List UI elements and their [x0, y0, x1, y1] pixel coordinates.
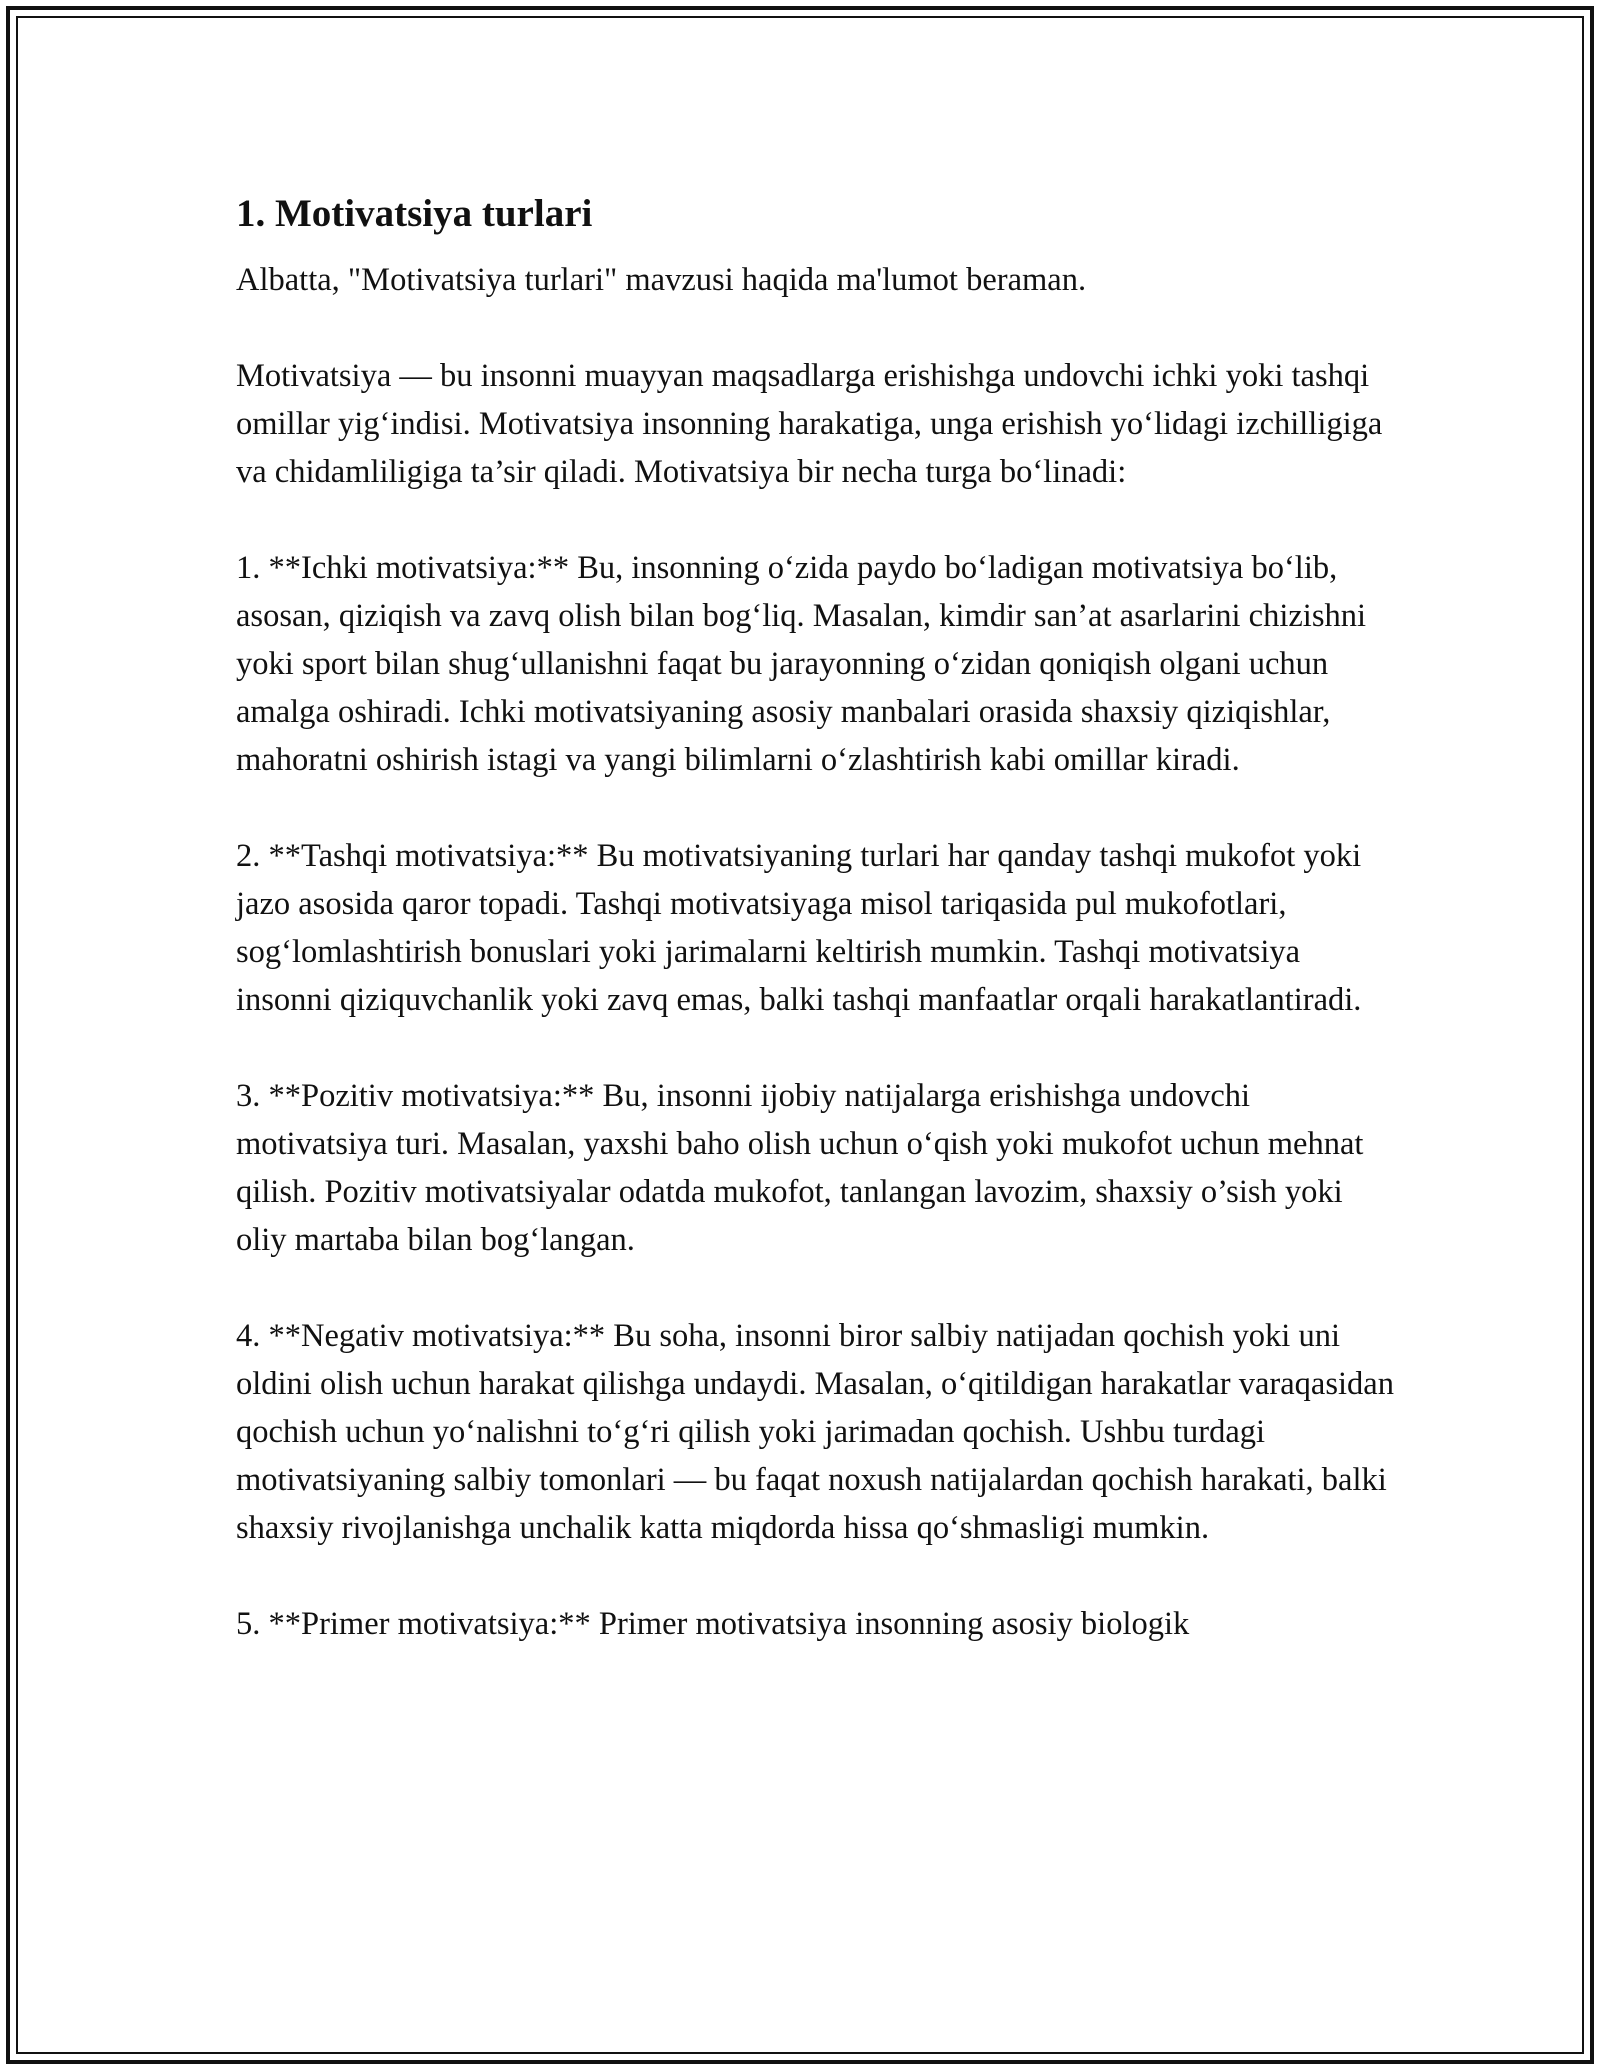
paragraph-intrinsic-motivation: 1. **Ichki motivatsiya:** Bu, insonning o‘zida paydo bo‘ladigan motivatsiya bo‘lib, asosan, qiziqish va zavq olish bilan bog‘liq. Masalan, kimdir san’at asarlarini chizishni yoki sport bilan shug‘ullanishni faqat bu jarayonning o‘zidan qoniqish olgani uchun amalga oshiradi. Ichki motivatsiyaning asosiy manbalari orasida shaxsiy qiziqishlar, mahoratni oshirish istagi va yangi bilimlarni o‘zlashtirish kabi omillar kiradi.: [236, 550, 1367, 778]
paragraph-negative-motivation: 4. **Negativ motivatsiya:** Bu soha, insonni biror salbiy natijadan qochish yoki uni oldini olish uchun harakat qilishga undaydi. Masalan, o‘qitildigan harakatlar varaqasidan qochish uchun yo‘nalishni to‘g‘ri qilish yoki jarimadan qochish. Ushbu turdagi motivatsiyaning salbiy tomonlari — bu faqat noxush natijalardan qochish harakati, balki shaxsiy rivojlanishga unchalik katta miqdorda hissa qo‘shmasligi mumkin.: [236, 1318, 1394, 1546]
paragraph-primary-motivation: 5. **Primer motivatsiya:** Primer motivatsiya insonning asosiy biologik: [236, 1606, 1190, 1642]
document-title: 1. Motivatsiya turlari: [236, 192, 593, 235]
intro-paragraph: Albatta, "Motivatsiya turlari" mavzusi haqida ma'lumot beraman.: [236, 262, 1087, 298]
paragraph-positive-motivation: 3. **Pozitiv motivatsiya:** Bu, insonni ijobiy natijalarga erishishga undovchi motivatsiya turi. Masalan, yaxshi baho olish uchun o‘qish yoki mukofot uchun mehnat qilish. Pozitiv motivatsiyalar odatda mukofot, tanlangan lavozim, shaxsiy o’sish yoki oliy martaba bilan bog‘langan.: [236, 1078, 1364, 1258]
paragraph-definition: Motivatsiya — bu insonni muayyan maqsadlarga erishishga undovchi ichki yoki tashqi omillar yig‘indisi. Motivatsiya insonning harakatiga, unga erishish yo‘lidagi izchilligiga va chidamliligiga ta’sir qiladi. Motivatsiya bir necha turga bo‘linadi:: [236, 358, 1383, 490]
document-page: [236, 186, 1396, 1696]
paragraph-extrinsic-motivation: 2. **Tashqi motivatsiya:** Bu motivatsiyaning turlari har qanday tashqi mukofot yoki jazo asosida qaror topadi. Tashqi motivatsiyaga misol tariqasida pul mukofotlari, sog‘lomlashtirish bonuslari yoki jarimalarni keltirish mumkin. Tashqi motivatsiya insonni qiziquvchanlik yoki zavq emas, balki tashqi manfaatlar orqali harakatlantiradi.: [236, 838, 1362, 1018]
